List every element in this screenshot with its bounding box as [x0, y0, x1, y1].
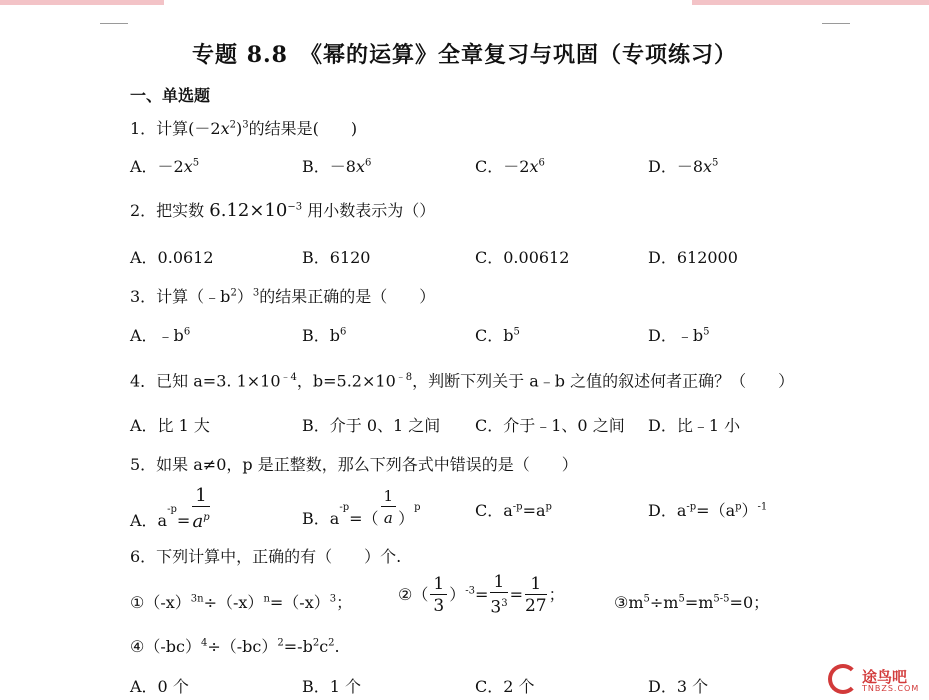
question-4: 4．已知 a=3. $1\times 10^{﹣4}$，$b=5.2\times 10^{﹣8}$，判断下列关于 a﹣b 之值的叙述何者正确？（ ）	[130, 371, 795, 391]
option-a: A．$a^{-p}=$ $\frac{1}{a^p}$	[130, 485, 210, 532]
option-d: D．$a^{-p}=(a^p)^{-1}$	[648, 501, 768, 520]
option-b: B．6120	[302, 248, 371, 267]
question-1: 1．计算$(-2x^2)^3$的结果是( )	[130, 119, 358, 138]
option-b: B．$b^6$	[302, 326, 347, 345]
question-5: 5．如果 a≠0，p 是正整数，那么下列各式中错误的是（ ）	[130, 455, 578, 474]
item-1: $①(-x)^{3n}\div(-x)^n=(-x)^3$；	[130, 593, 353, 612]
question-4-options	[130, 413, 870, 435]
option-c: C．0.00612	[475, 248, 570, 267]
question-6-options	[130, 674, 870, 696]
option-c: C．$a^{-p}=a^p$	[475, 501, 552, 520]
item-4: $④(-bc)^4\div(-bc)^2=-b^2c^2$.	[130, 637, 340, 656]
question-2-options	[130, 245, 870, 267]
option-a: A．$﹣b^6$	[130, 326, 191, 345]
item-3: $③m^5\div m^5=m^{5-5}=0$；	[614, 593, 770, 612]
option-b: B．$a^{-p}=$（ $\frac{1}{a}$ ）$^p$	[302, 487, 421, 528]
option-a: A．比 1 大	[130, 416, 210, 435]
option-d: D．3 个	[648, 677, 709, 696]
option-c: C．$-2x^6$	[475, 157, 545, 176]
question-3: 3．计算$(﹣b^2)^3$的结果正确的是（ ）	[130, 287, 436, 306]
margin-mark-left	[100, 23, 128, 24]
option-c: C．介于﹣1、0 之间	[475, 416, 625, 435]
top-decoration-right	[692, 0, 929, 5]
margin-mark-right	[822, 23, 850, 24]
option-d: D．比﹣1 小	[648, 416, 741, 435]
top-decoration-left	[0, 0, 164, 5]
question-2: 2．把实数 $6.12\times 10^{-3}$ 用小数表示为（）	[130, 200, 436, 221]
option-b: B．1 个	[302, 677, 362, 696]
option-c: C．2 个	[475, 677, 535, 696]
question-5-options	[130, 486, 870, 532]
option-d: D．$﹣b^5$	[648, 326, 710, 345]
question-6: 6．下列计算中，正确的有（ ）个.	[130, 547, 402, 566]
page-title: 专题 8.8 《幂的运算》全章复习与巩固（专项练习）	[192, 42, 737, 68]
question-1-options	[130, 154, 870, 176]
option-a: A．0.0612	[130, 248, 214, 267]
option-d: D．612000	[648, 248, 738, 267]
option-b: B．$-8x^6$	[302, 157, 372, 176]
item-2: ②（ $\frac{1}{3}$ ）$^{-3}$= $\frac{1}{3^3}$ = $\frac{1}{27}$ ；	[398, 572, 565, 618]
watermark-logo: 途鸟吧 TNBZS.COM	[828, 664, 924, 696]
option-a: A．$-2x^5$	[130, 157, 200, 176]
option-c: C．$b^5$	[475, 326, 520, 345]
logo-icon	[828, 664, 858, 694]
question-3-options	[130, 323, 870, 345]
option-d: D．$-8x^5$	[648, 157, 719, 176]
option-b: B．介于 0、1 之间	[302, 416, 441, 435]
question-6-items	[130, 572, 870, 628]
option-a: A．0 个	[130, 677, 189, 696]
section-heading: 一、单选题	[130, 86, 211, 105]
